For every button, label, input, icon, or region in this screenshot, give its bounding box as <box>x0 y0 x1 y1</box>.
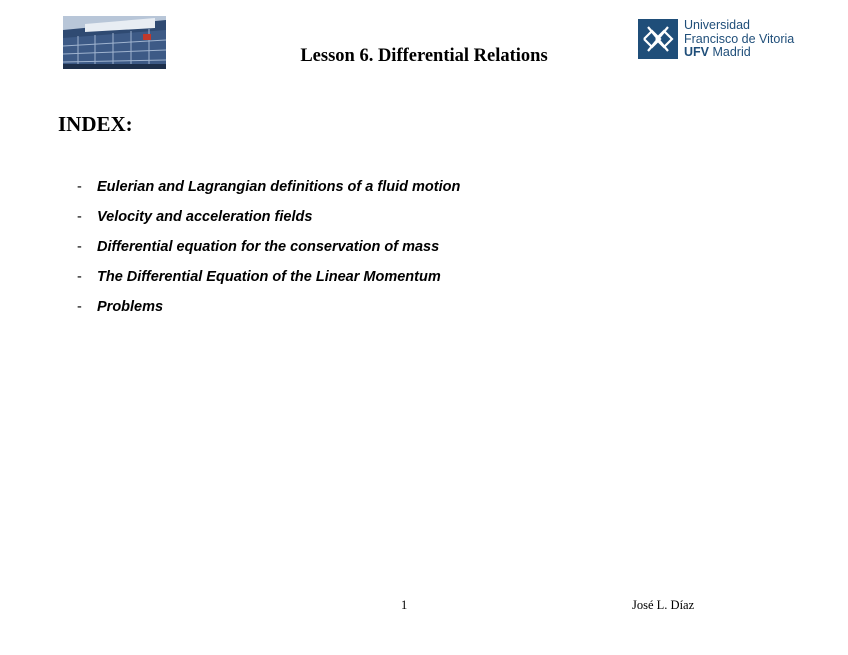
list-bullet: - <box>77 179 82 195</box>
page-number: 1 <box>401 598 408 612</box>
ufv-logo-abbrev: UFV <box>684 45 709 59</box>
list-item-text: Problems <box>97 299 164 315</box>
ufv-logo-mark-icon <box>638 19 678 59</box>
list-bullet: - <box>77 299 82 315</box>
ufv-logo <box>638 18 798 62</box>
list-item-text: The Differential Equation of the Linear Momentum <box>97 269 441 285</box>
list-bullet: - <box>77 209 82 225</box>
list-item-text: Velocity and acceleration fields <box>97 209 313 225</box>
list-item <box>77 232 460 262</box>
list-item-text: Differential equation for the conservation of mass <box>97 239 440 255</box>
list-bullet: - <box>77 269 82 285</box>
ufv-logo-line-1: Universidad <box>684 18 751 32</box>
author-name: José L. Díaz <box>632 598 695 612</box>
list-bullet: - <box>77 239 82 255</box>
ufv-logo-city: Madrid <box>709 45 751 59</box>
index-list <box>77 172 460 322</box>
ufv-logo-text <box>684 19 794 60</box>
page-title: Lesson 6. Differential Relations <box>300 46 548 66</box>
list-item <box>77 172 460 202</box>
list-item <box>77 292 460 322</box>
list-item-text: Eulerian and Lagrangian definitions of a fluid motion <box>97 179 461 195</box>
list-item <box>77 202 460 232</box>
ufv-logo-line-3 <box>684 46 794 60</box>
index-heading: INDEX: <box>58 112 133 136</box>
list-item <box>77 262 460 292</box>
ufv-logo-line-2: Francisco de Vitoria <box>684 31 795 46</box>
